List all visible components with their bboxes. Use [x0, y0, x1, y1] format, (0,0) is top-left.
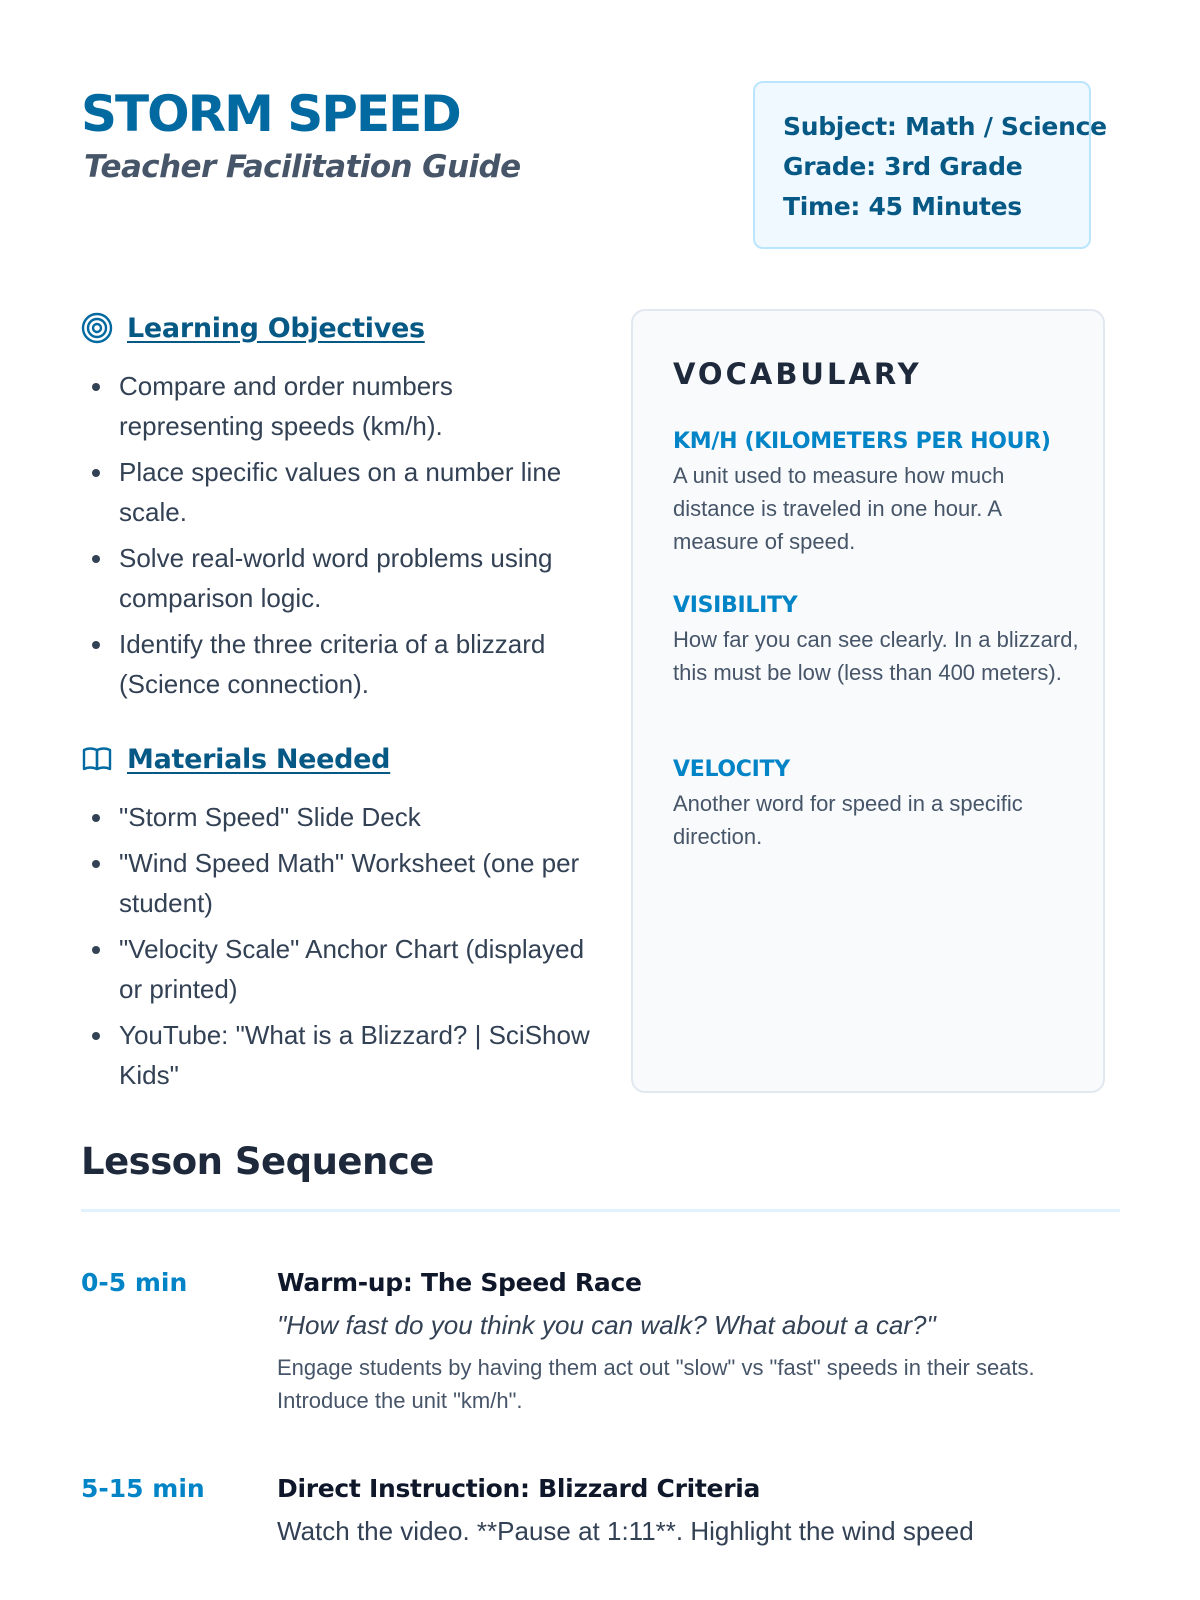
materials-list	[81, 797, 599, 1101]
step-note: Engage students by having them act out "slow" vs "fast" speeds in their seats. Introduce the unit "km/h".	[277, 1355, 1035, 1413]
target-icon	[81, 312, 113, 344]
step-text: Watch the video. **Pause at 1:11**. Highlight the wind speed	[277, 1516, 974, 1546]
step-title: Direct Instruction: Blizzard Criteria	[277, 1474, 761, 1503]
list-item: Compare and order numbers representing speeds (km/h).	[119, 366, 599, 446]
list-item: Place specific values on a number line scale.	[119, 452, 599, 532]
step-body	[277, 1268, 1120, 1417]
list-item: "Storm Speed" Slide Deck	[119, 797, 599, 837]
meta-subject: Subject: Math / Science	[783, 112, 1107, 141]
sequence-heading: Lesson Sequence	[81, 1140, 434, 1183]
step-time: 5-15 min	[81, 1474, 205, 1503]
list-item: Identify the three criteria of a blizzard (Science connection).	[119, 624, 599, 704]
list-item: "Wind Speed Math" Worksheet (one per student)	[119, 843, 599, 923]
vocabulary-heading: VOCABULARY	[673, 357, 922, 391]
list-item: YouTube: "What is a Blizzard? | SciShow Kids"	[119, 1015, 599, 1095]
step-body	[277, 1474, 1120, 1551]
vocab-term-definition: Another word for speed in a specific direction.	[673, 791, 1023, 849]
list-item: Solve real-world word problems using comparison logic.	[119, 538, 599, 618]
objectives-heading: Learning Objectives	[127, 312, 425, 344]
materials-header	[81, 743, 390, 775]
book-icon	[81, 743, 113, 775]
list-item: "Velocity Scale" Anchor Chart (displayed or printed)	[119, 929, 599, 1009]
vocab-term-title: VELOCITY	[673, 757, 790, 782]
materials-heading: Materials Needed	[127, 743, 391, 775]
objectives-list	[81, 366, 599, 710]
lesson-meta-box	[753, 81, 1107, 249]
objectives-header	[81, 312, 425, 344]
step-title: Warm-up: The Speed Race	[277, 1268, 642, 1297]
vocab-term	[673, 591, 1083, 689]
vocab-term	[673, 755, 1083, 853]
page-subtitle: Teacher Facilitation Guide	[84, 149, 521, 185]
vocabulary-panel	[631, 309, 1105, 1093]
vocab-term-title: VISIBILITY	[673, 593, 798, 618]
vocab-term-definition: How far you can see clearly. In a blizzard, this must be low (less than 400 meters).	[673, 627, 1079, 685]
step-time: 0-5 min	[81, 1268, 188, 1297]
vocab-term-title: KM/H (KILOMETERS PER HOUR)	[673, 429, 1051, 454]
sequence-divider	[81, 1209, 1120, 1212]
step-quote: "How fast do you think you can walk? What about a car?"	[277, 1310, 936, 1340]
page-title: STORM SPEED	[81, 85, 460, 143]
vocab-term	[673, 427, 1083, 558]
meta-time: Time: 45 Minutes	[783, 192, 1022, 221]
meta-grade: Grade: 3rd Grade	[783, 152, 1023, 181]
vocab-term-definition: A unit used to measure how much distance is traveled in one hour. A measure of speed.	[673, 463, 1005, 554]
